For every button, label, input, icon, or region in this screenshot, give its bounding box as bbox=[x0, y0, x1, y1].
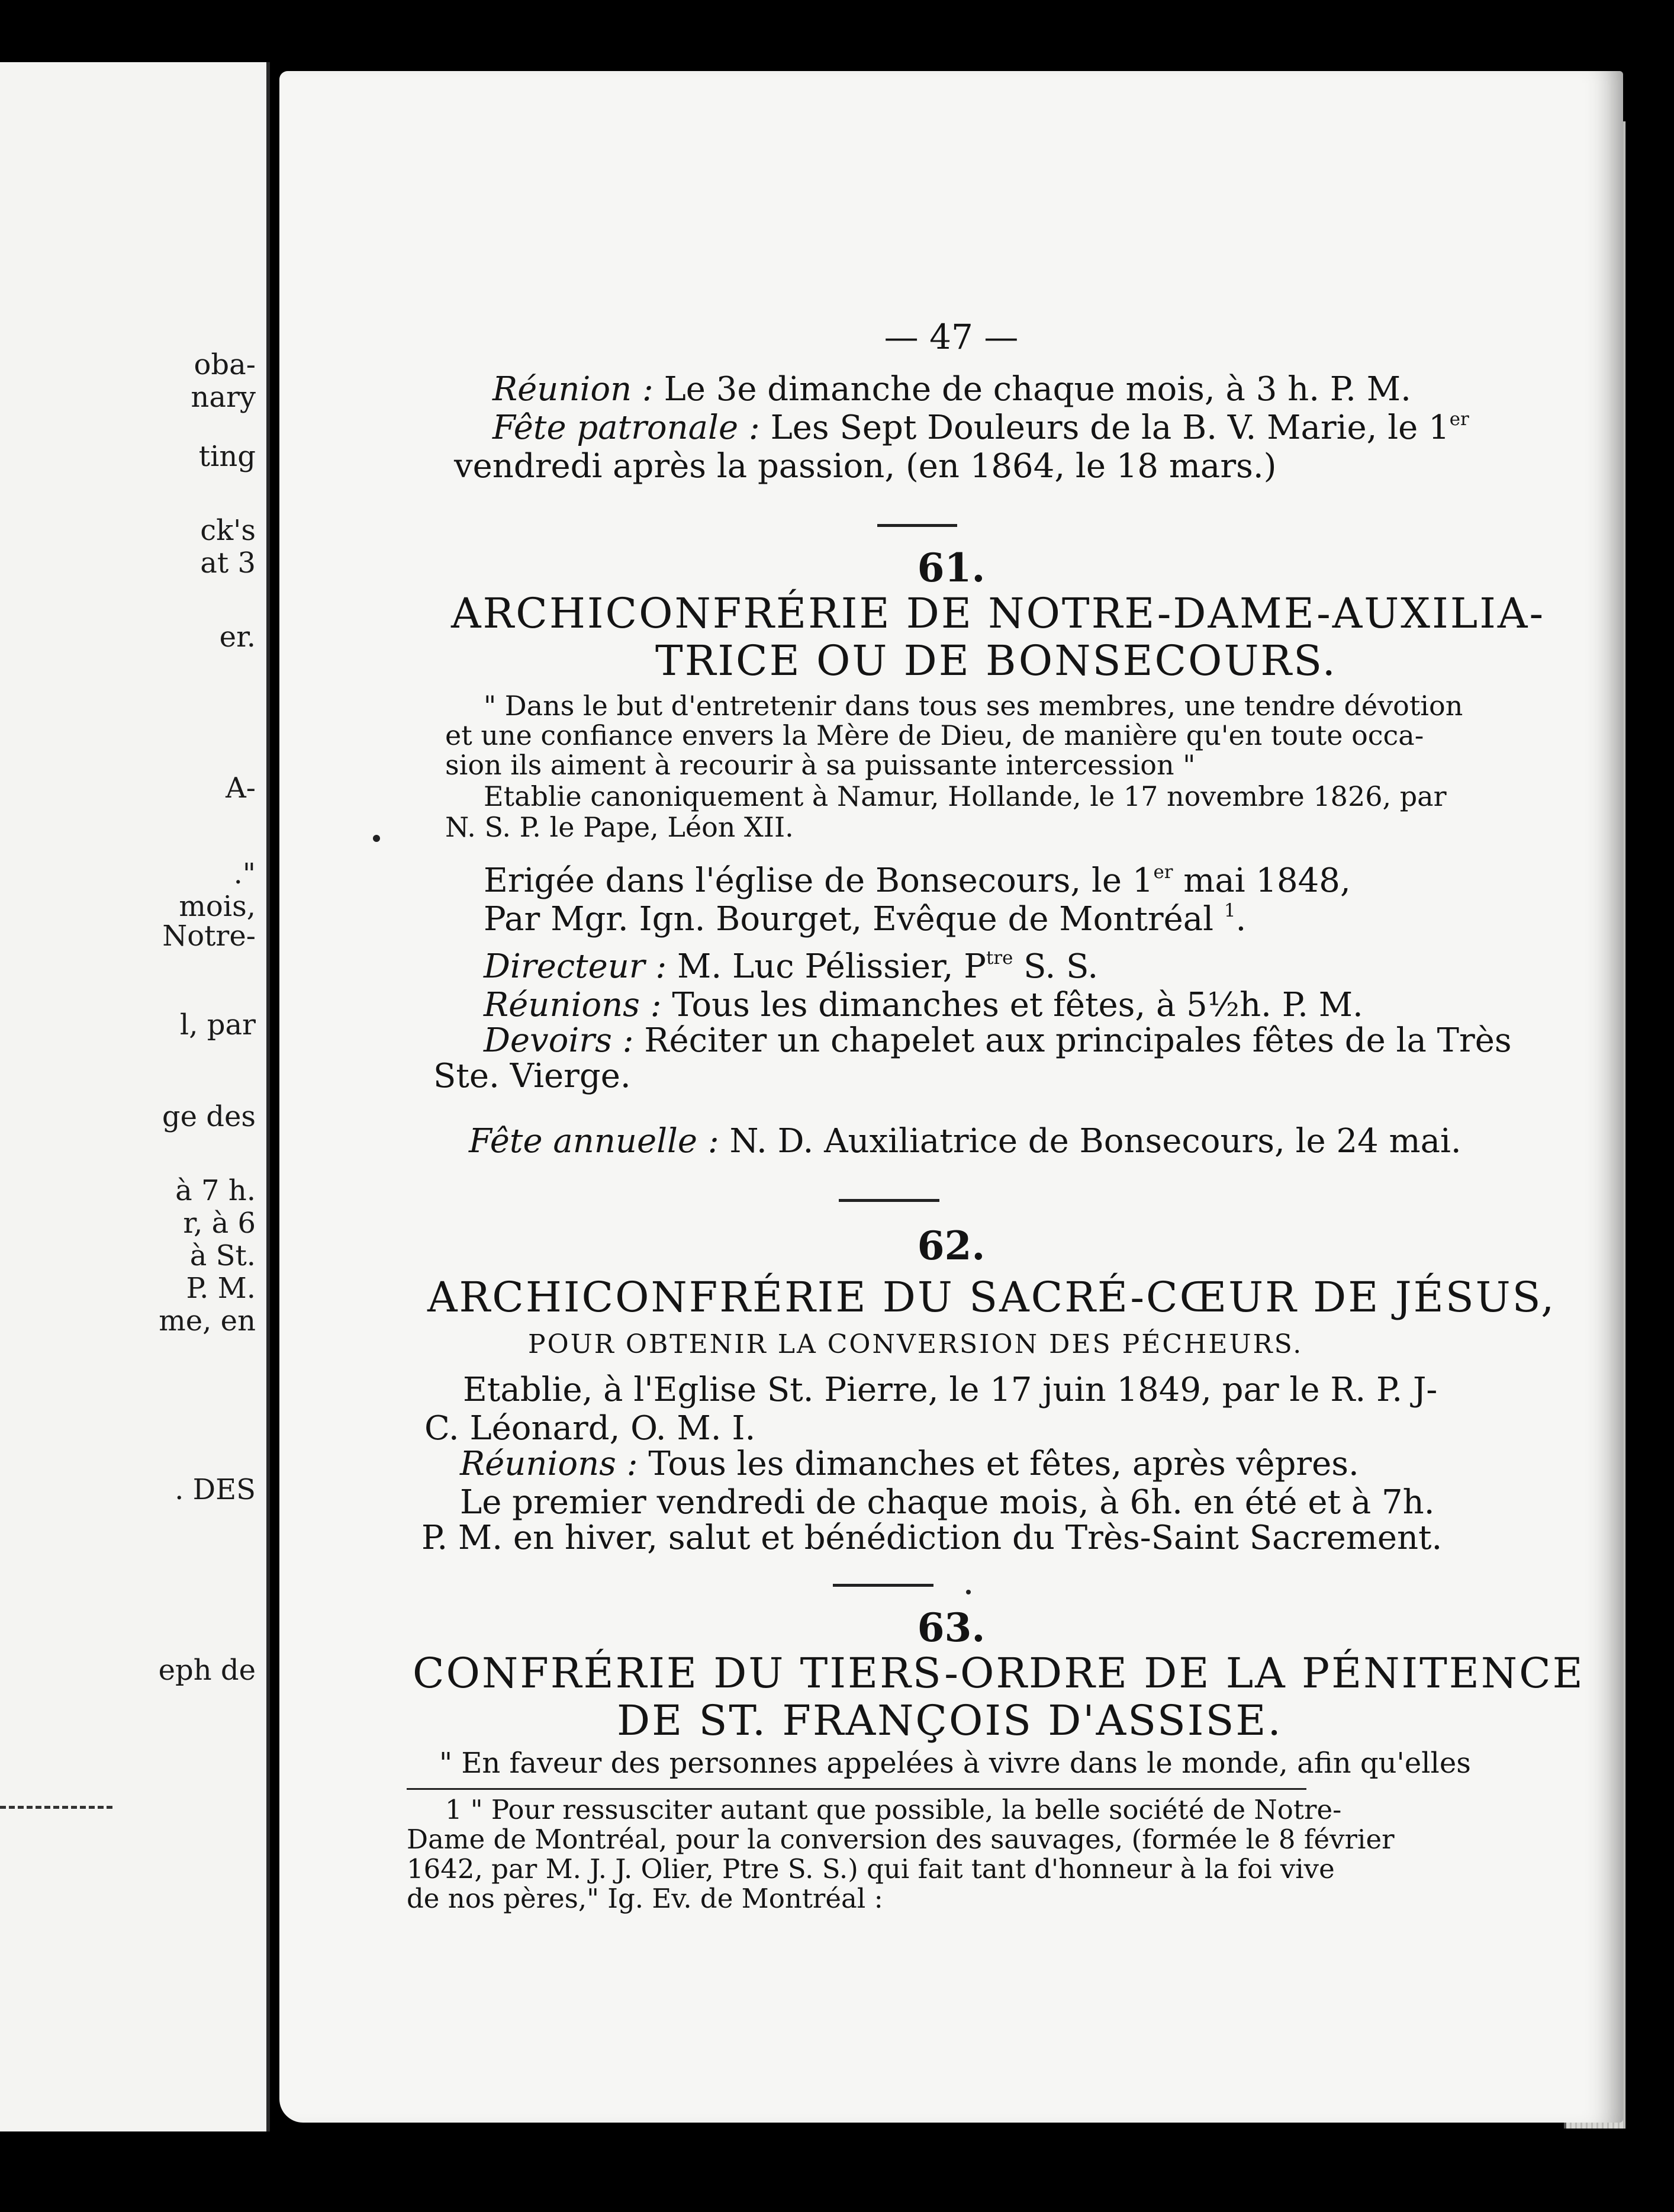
section-61-quote-1: " Dans le but d'entretenir dans tous ses membres, une tendre dévotion bbox=[484, 690, 1463, 722]
section-61-erigee-2: Par Mgr. Ign. Bourget, Evêque de Montréal $^1$. bbox=[484, 899, 1247, 938]
section-61-directeur bbox=[484, 947, 1098, 986]
reunion-text: Le 3e dimanche de chaque mois, à 3 h. P. M. bbox=[664, 370, 1411, 409]
erigee-bishop: Par Mgr. Ign. Bourget, Evêque de Montréal bbox=[484, 900, 1214, 938]
fete-patronale-line bbox=[492, 409, 1469, 447]
section-61-etablie-1: Etablie canoniquement à Namur, Hollande, le 17 novembre 1826, par bbox=[484, 780, 1447, 812]
section-63-title-2: DE ST. FRANÇOIS D'ASSISE. bbox=[617, 1696, 1283, 1745]
footnote-line-3: 1642, par M. J. J. Olier, Ptre S. S.) qui fait tant d'honneur à la foi vive bbox=[407, 1853, 1335, 1885]
footnote-marker: 1 bbox=[1224, 899, 1236, 921]
left-fragment: ." bbox=[233, 857, 256, 890]
page-number: — 47 — bbox=[884, 317, 1019, 357]
section-61-quote-2: et une confiance envers la Mère de Dieu, de manière qu'en toute occa- bbox=[445, 719, 1424, 751]
directeur-text: M. Luc Pélissier, P bbox=[677, 947, 986, 986]
fete-annuelle-text: N. D. Auxiliatrice de Bonsecours, le 24 mai. bbox=[729, 1122, 1461, 1160]
fete-annuelle-label: Fête annuelle : bbox=[469, 1122, 719, 1160]
reunion-line bbox=[492, 370, 1411, 409]
left-fragment: P. M. bbox=[186, 1272, 256, 1305]
left-fragment: at 3 bbox=[200, 546, 256, 580]
section-divider bbox=[839, 1199, 939, 1202]
section-63-title-1: CONFRÉRIE DU TIERS-ORDRE DE LA PÉNITENCE bbox=[413, 1649, 1585, 1697]
section-divider bbox=[833, 1584, 933, 1587]
print-speck bbox=[966, 1590, 971, 1594]
section-61-erigee-1 bbox=[484, 861, 1351, 900]
section-divider bbox=[877, 524, 957, 527]
section-61-number: 61. bbox=[917, 545, 986, 591]
reunion-label: Réunion : bbox=[492, 370, 653, 409]
section-62-reunions bbox=[460, 1445, 1359, 1483]
left-fragment: Notre- bbox=[162, 919, 256, 953]
erigee-sup: er bbox=[1153, 861, 1173, 883]
devoirs-label: Devoirs : bbox=[484, 1021, 634, 1060]
previous-page bbox=[0, 62, 270, 2131]
reunions-text: Tous les dimanches et fêtes, après vêpres. bbox=[648, 1445, 1359, 1483]
left-fragment: l, par bbox=[179, 1008, 256, 1041]
fete-patronale-label: Fête patronale : bbox=[492, 409, 760, 447]
devoirs-text: Réciter un chapelet aux principales fêtes de la Très bbox=[644, 1021, 1512, 1060]
section-62-subtitle: POUR OBTENIR LA CONVERSION DES PÉCHEURS. bbox=[528, 1329, 1303, 1359]
section-62-premier-2: P. M. en hiver, salut et bénédiction du Très-Saint Sacrement. bbox=[421, 1519, 1443, 1557]
left-fragment: eph de bbox=[158, 1654, 256, 1687]
left-fragment: nary bbox=[191, 381, 256, 414]
section-62-etablie-2: C. Léonard, O. M. I. bbox=[424, 1409, 756, 1448]
section-62-etablie-1: Etablie, à l'Eglise St. Pierre, le 17 juin 1849, par le R. P. J- bbox=[463, 1371, 1438, 1409]
section-61-quote-3: sion ils aiment à recourir à sa puissante intercession " bbox=[445, 749, 1196, 781]
reunions-text: Tous les dimanches et fêtes, à 5½h. P. M. bbox=[672, 986, 1363, 1024]
left-fragment: mois, bbox=[179, 890, 256, 923]
directeur-text-2: S. S. bbox=[1013, 947, 1099, 986]
fete-patronale-line-2: vendredi après la passion, (en 1864, le 18 mars.) bbox=[454, 447, 1277, 486]
section-62-title: ARCHICONFRÉRIE DU SACRÉ-CŒUR DE JÉSUS, bbox=[427, 1273, 1556, 1322]
section-61-devoirs-2: Ste. Vierge. bbox=[433, 1057, 631, 1095]
left-fragment: ting bbox=[198, 440, 256, 473]
section-61-devoirs bbox=[484, 1021, 1512, 1060]
left-fragment: A- bbox=[226, 771, 256, 805]
section-61-etablie-2: N. S. P. le Pape, Léon XII. bbox=[445, 811, 794, 843]
erigee-date: mai 1848, bbox=[1173, 861, 1351, 900]
section-61-title-1: ARCHICONFRÉRIE DE NOTRE-DAME-AUXILIA- bbox=[451, 589, 1546, 638]
directeur-sup: tre bbox=[986, 947, 1013, 969]
footnote-line-4: de nos pères," Ig. Ev. de Montréal : bbox=[407, 1883, 883, 1914]
section-62-premier-1: Le premier vendredi de chaque mois, à 6h. en été et à 7h. bbox=[460, 1483, 1435, 1522]
footnote-line-1: 1 " Pour ressusciter autant que possible, la belle société de Notre- bbox=[445, 1794, 1342, 1825]
left-fragment: oba- bbox=[194, 348, 256, 381]
section-62-number: 62. bbox=[917, 1223, 986, 1269]
section-61-fete bbox=[469, 1122, 1461, 1160]
fete-patronale-text: Les Sept Douleurs de la B. V. Marie, le 1 bbox=[770, 409, 1450, 447]
erigee-text: Erigée dans l'église de Bonsecours, le 1 bbox=[484, 861, 1154, 900]
left-fragment: à 7 h. bbox=[175, 1174, 256, 1207]
left-fragment: ck's bbox=[200, 514, 256, 547]
left-fragment: er. bbox=[219, 620, 256, 654]
footnote-rule bbox=[407, 1788, 1306, 1790]
reunions-label: Réunions : bbox=[484, 986, 662, 1024]
left-fragment: r, à 6 bbox=[183, 1207, 256, 1240]
left-fragment: me, en bbox=[159, 1304, 256, 1338]
main-page bbox=[279, 71, 1623, 2123]
left-fragment: ge des bbox=[162, 1100, 256, 1133]
section-63-quote-1: " En faveur des personnes appelées à vivre dans le monde, afin qu'elles bbox=[439, 1747, 1471, 1780]
left-divider bbox=[0, 1806, 112, 1809]
footnote-line-2: Dame de Montréal, pour la conversion des sauvages, (formée le 8 février bbox=[407, 1824, 1395, 1855]
section-61-reunions bbox=[484, 986, 1363, 1024]
left-fragment: . DES bbox=[175, 1473, 256, 1506]
section-61-title-2: TRICE OU DE BONSECOURS. bbox=[655, 636, 1337, 685]
left-fragment: à St. bbox=[189, 1239, 256, 1272]
reunions-label: Réunions : bbox=[460, 1445, 638, 1483]
directeur-label: Directeur : bbox=[484, 947, 667, 986]
fete-patronale-sup: er bbox=[1449, 408, 1469, 430]
section-63-number: 63. bbox=[917, 1605, 986, 1651]
print-speck bbox=[373, 835, 380, 842]
